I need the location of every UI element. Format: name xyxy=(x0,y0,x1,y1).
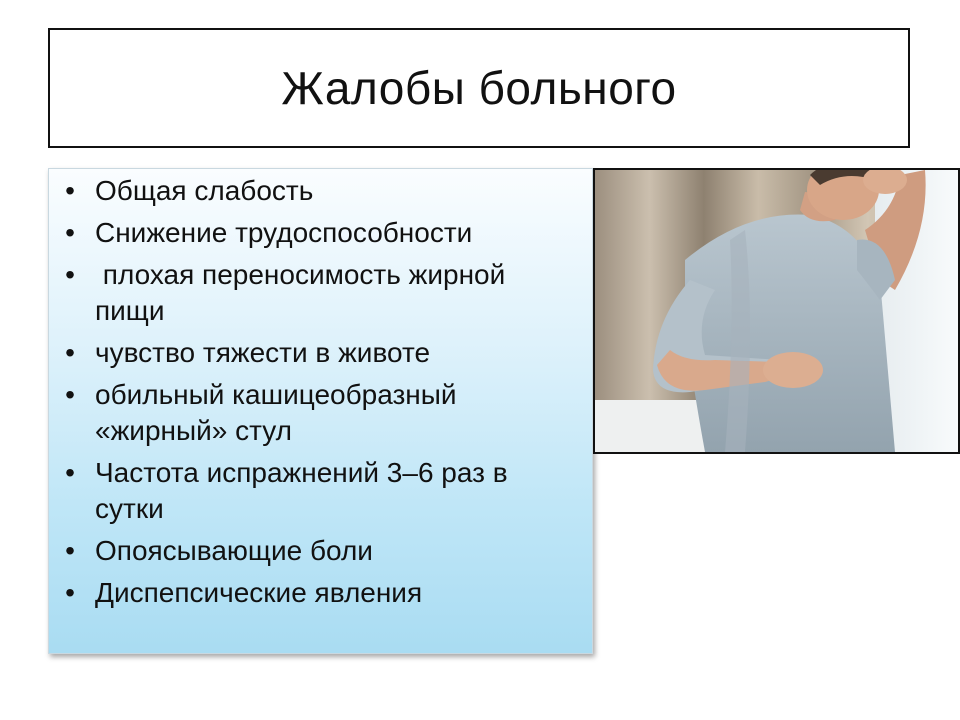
bullet-icon: • xyxy=(65,379,75,410)
bullet-icon: • xyxy=(65,175,75,206)
title-box xyxy=(48,28,910,148)
complaint-item xyxy=(49,533,592,569)
complaint-item xyxy=(49,257,592,329)
bullet-icon: • xyxy=(65,259,75,290)
complaint-text: Частота испражнений 3–6 раз в сутки xyxy=(95,457,508,524)
complaint-item xyxy=(49,455,592,527)
complaints-panel xyxy=(48,168,593,654)
complaint-item xyxy=(49,575,592,611)
complaint-item xyxy=(49,173,592,209)
complaint-text: обильный кашицеобразный «жирный» стул xyxy=(95,379,457,446)
bullet-icon: • xyxy=(65,457,75,488)
complaint-text: плохая переносимость жирной пищи xyxy=(95,259,514,326)
complaint-text: чувство тяжести в животе xyxy=(95,337,431,368)
bullet-icon: • xyxy=(65,535,75,566)
complaint-text: Снижение трудоспособности xyxy=(95,217,473,248)
complaint-text: Диспепсические явления xyxy=(95,577,423,608)
man-holding-stomach-photo xyxy=(593,168,960,454)
complaint-text: Опоясывающие боли xyxy=(95,535,373,566)
complaint-item xyxy=(49,377,592,449)
complaint-item xyxy=(49,215,592,251)
complaint-item xyxy=(49,335,592,371)
slide-title: Жалобы больного xyxy=(281,62,677,114)
bullet-icon: • xyxy=(65,217,75,248)
bullet-icon: • xyxy=(65,337,75,368)
photo-illustration-icon xyxy=(595,170,958,452)
bullet-icon: • xyxy=(65,577,75,608)
complaints-list xyxy=(49,169,592,611)
complaint-text: Общая слабость xyxy=(95,175,314,206)
